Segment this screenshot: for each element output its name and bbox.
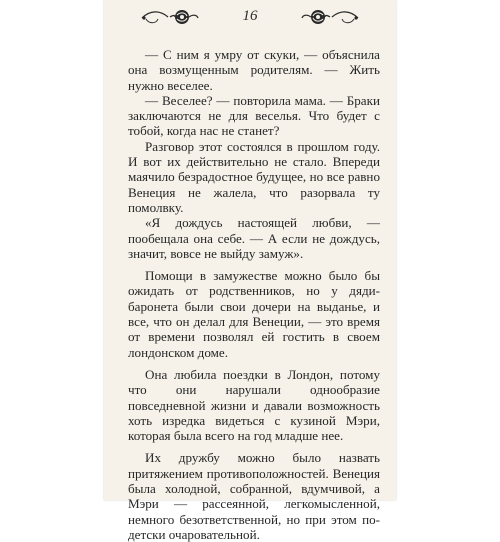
paragraph: — Веселее? — повторила мама. — Браки заключаются не для веселья. Что будет с тобой, когда нас не станет? — [128, 92, 380, 139]
paragraph: «Я дождусь настоящей любви, — пообещала она себе. — А если не дождусь, значит, вовсе не выйду замуж». — [128, 215, 380, 261]
paragraph: Разговор этот состоялся в прошлом году. И вот их действительно не стало. Впереди маячило безрадостное будущее, но все равно Венеция не жалела, что разорвала ту помолвку. — [128, 138, 380, 215]
body-text — [128, 47, 380, 542]
page-number: 16 — [242, 8, 258, 24]
paragraph: Помощи в замужестве можно было бы ожидать от родственников, но у дяди-баронета были свои дочери на выданье, и все, что он делал для Венеции, — это время от времени позволял ей гостить в своем лондонском доме. — [128, 268, 380, 360]
floral-ornament-right-icon — [300, 6, 360, 28]
paragraph: Она любила поездки в Лондон, потому что они нарушали однообразие повседневной жизни и давали возможность хоть изредка видеться с кузиной Мэри, которая была всего на год младше нее. — [128, 366, 380, 444]
paragraph: — С ним я умру от скуки, — объяснила она возмущенным родителям. — Жить нужно веселее. — [128, 47, 380, 93]
paragraph: Их дружбу можно было назвать притяжением противоположностей. Венеция была холодной, собранной, вдумчивой, а Мэри — рассеянной, легкомысленной, немного безответственной, но при этом по-детски очаровательной. — [128, 450, 380, 542]
book-page — [104, 0, 396, 542]
page-header — [104, 4, 396, 30]
